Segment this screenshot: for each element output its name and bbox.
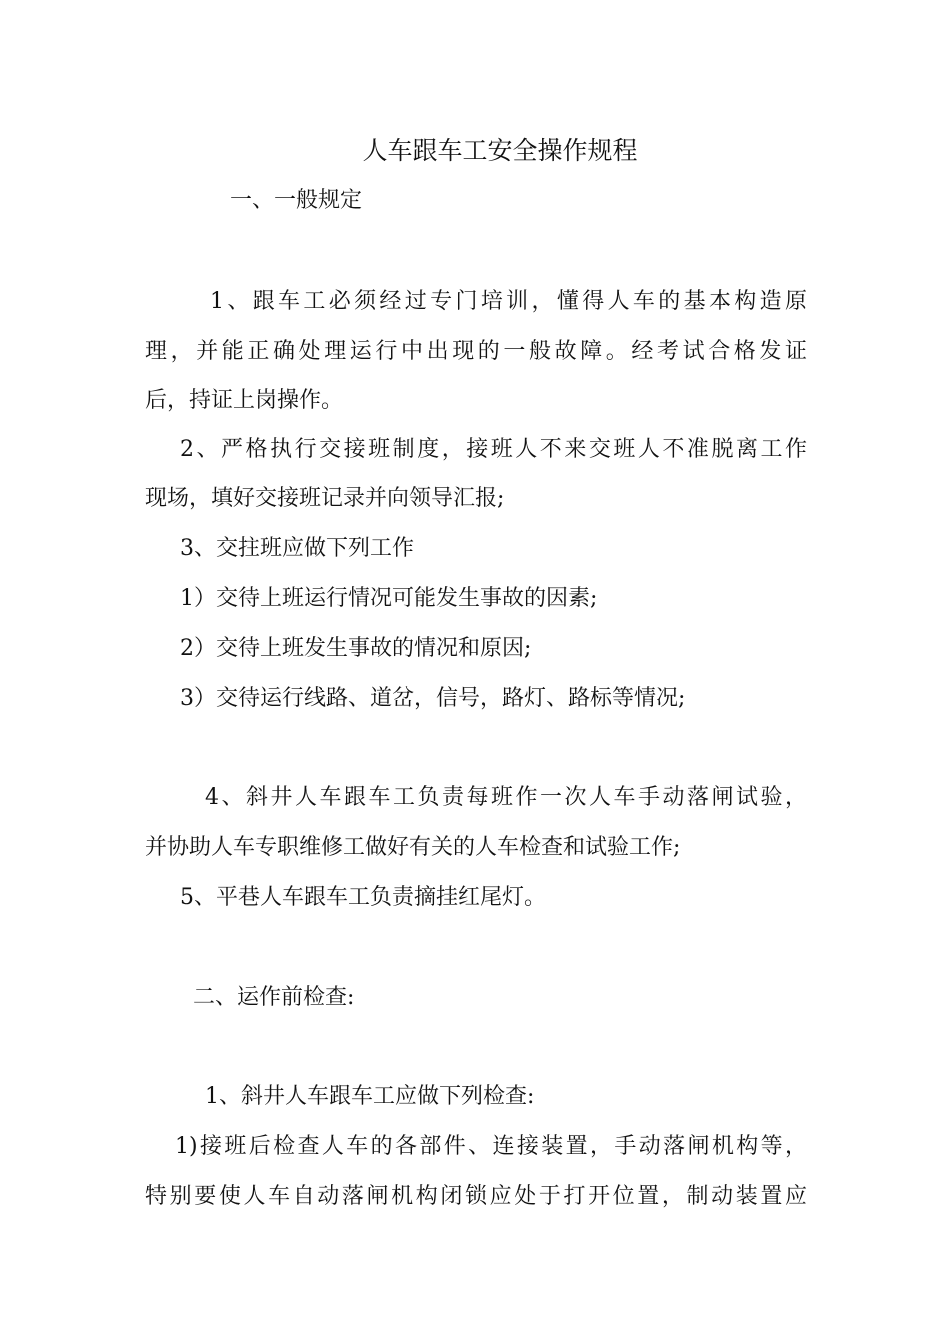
paragraph-line: 2、严格执行交接班制度，接班人不来交班人不准脱离工作 xyxy=(180,437,807,462)
paragraph-line: 并协助人车专职维修工做好有关的人车检查和试验工作; xyxy=(145,835,681,860)
list-item: 2）交待上班发生事故的情况和原因; xyxy=(180,636,532,661)
paragraph-line: 现场，填好交接班记录并向领导汇报; xyxy=(145,486,505,511)
paragraph-line: 1、斜井人车跟车工应做下列检查: xyxy=(205,1084,535,1109)
list-item: 1)接班后检查人车的各部件、连接装置，手动落闸机构等， xyxy=(175,1134,807,1159)
paragraph-line: 1、跟车工必须经过专门培训，懂得人车的基本构造原 xyxy=(210,289,807,314)
paragraph-line: 特别要使人车自动落闸机构闭锁应处于打开位置，制动装置应 xyxy=(145,1184,807,1209)
paragraph-line: 理，并能正确处理运行中出现的一般故障。经考试合格发证 xyxy=(145,339,807,364)
paragraph-line: 后，持证上岗操作。 xyxy=(145,388,344,413)
paragraph-line: 5、平巷人车跟车工负责摘挂红尾灯。 xyxy=(180,885,546,910)
list-item: 1）交待上班运行情况可能发生事故的因素; xyxy=(180,586,598,611)
section-heading-general: 一、一般规定 xyxy=(230,188,363,213)
section-heading-precheck: 二、运作前检查: xyxy=(193,985,355,1010)
list-item: 3）交待运行线路、道岔，信号，路灯、路标等情况; xyxy=(180,686,686,711)
paragraph-line: 4、斜井人车跟车工负责每班作一次人车手动落闸试验， xyxy=(205,785,807,810)
paragraph-line: 3、交拄班应做下列工作 xyxy=(180,536,414,561)
document-title: 人车跟车工安全操作规程 xyxy=(362,136,638,165)
